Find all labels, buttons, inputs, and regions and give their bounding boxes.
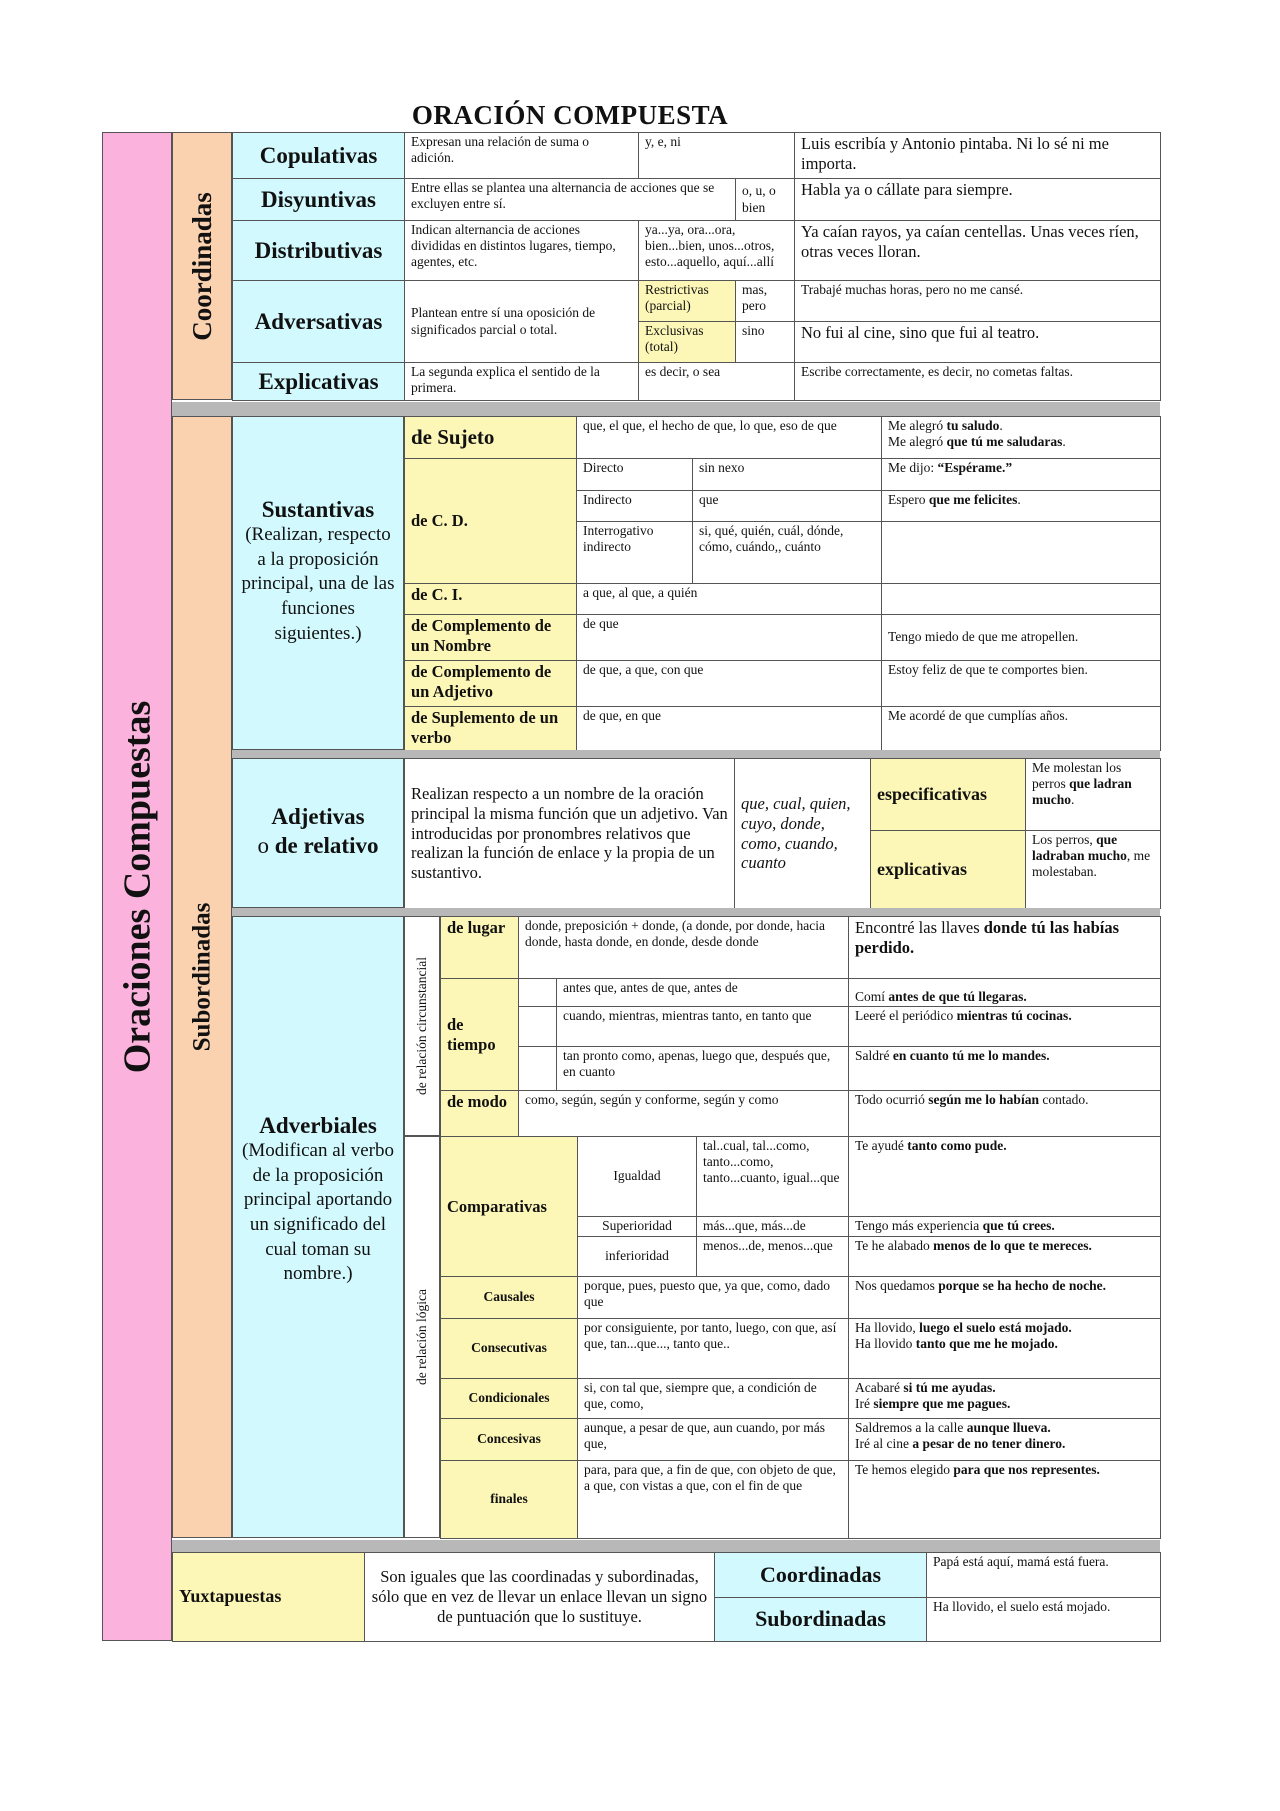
causales-nexos: porque, pues, puesto que, ya que, como, dado que [578,1277,849,1319]
adjetivas-nexos: que, cual, quien, cuyo, donde, como, cuando, cuanto [735,759,871,909]
exclusivas-label: Exclusivas (total) [639,322,736,363]
modo-example: Todo ocurrió según me lo habían contado. [849,1091,1161,1137]
main-label-column [102,132,172,1641]
tiempo-example-3: Saldré en cuanto tú me lo mandes. [849,1047,1161,1091]
inferioridad-example: Te he alabado menos de lo que te mereces. [849,1237,1161,1277]
consecutivas-example: Ha llovido, luego el suelo está mojado. Ha llovido tanto que me he mojado. [849,1319,1161,1379]
igualdad-nexos: tal..cual, tal...como, tanto...como, tanto...cuanto, igual...que [697,1137,849,1217]
copulativas-label: Copulativas [233,133,405,179]
tiempo-nexos-2: cuando, mientras, mientras tanto, en tanto que [557,1007,849,1047]
divider-4 [172,1540,1160,1552]
logica-label: de relación lógica [414,1289,430,1385]
condicionales-label: Condicionales [441,1379,578,1419]
restrictivas-nexos: mas, pero [736,281,795,322]
sustantivas-label: Sustantivas [261,497,375,522]
ci-nexos: a que, al que, a quién [577,584,882,615]
yuxtapuestas-label: Yuxtapuestas [173,1553,365,1642]
yuxt-subordinadas-example: Ha llovido, el suelo está mojado. [927,1598,1161,1642]
superioridad-nexos: más...que, más...de [697,1217,849,1237]
yuxtapuestas-table [172,1552,1161,1642]
circunstancial-label: de relación circunstancial [414,957,429,1095]
sujeto-nexos: que, el que, el hecho de que, lo que, eso de que [577,417,882,459]
explicativas-desc: La segunda explica el sentido de la primera. [405,363,639,401]
explicativas-adj-example: Los perros, que ladraban mucho, me molestaban. [1026,831,1161,909]
superioridad-example: Tengo más experiencia que tú crees. [849,1217,1161,1237]
cn-nexos: de que [577,615,882,661]
inferioridad-nexos: menos...de, menos...que [697,1237,849,1277]
yuxt-coordinadas-label: Coordinadas [715,1553,927,1598]
adjetivas-desc: Realizan respecto a un nombre de la oración principal la misma función que un adjetivo. Van introducidas por pronombres relativos que realizan la función de enlace y la propia de un sustantivo. [405,759,735,909]
concesivas-nexos: aunque, a pesar de que, aun cuando, por más que, [578,1419,849,1461]
tiempo-example-2: Leeré el periódico mientras tú cocinas. [849,1007,1161,1047]
cn-example: Tengo miedo de que me atropellen. [882,615,1161,661]
distributivas-desc: Indican alternancia de acciones divididas en distintos lugares, tiempo, agentes, etc. [405,221,639,281]
adjetivas-relativo-label: de relativo [274,832,379,858]
cadj-example: Estoy feliz de que te comportes bien. [882,661,1161,707]
consecutivas-nexos: por consiguiente, por tanto, luego, con que, así que, tan...que..., tanto que.. [578,1319,849,1379]
logica-label-cell [404,1136,440,1538]
finales-example: Te hemos elegido para que nos representes. [849,1461,1161,1539]
tiempo-example-1: Comí antes de que tú llegaras. [849,979,1161,1007]
adjetivas-label: Adjetivas [271,804,365,829]
copulativas-nexos: y, e, ni [639,133,795,179]
comparativas-label: Comparativas [441,1137,578,1277]
inferioridad-type: inferioridad [578,1237,697,1277]
supl-label: de Suplemento de un verbo [405,707,577,751]
divider-1 [172,402,1160,416]
adjetivas-table [404,758,1161,909]
cd-label: de C. D. [405,459,577,584]
cd-directo-example: Me dijo: “Espérame.” [882,459,1161,491]
finales-nexos: para, para que, a fin de que, con objeto de que, a que, con vistas a que, con el fin de que [578,1461,849,1539]
condicionales-nexos: si, con tal que, siempre que, a condición de que, como, [578,1379,849,1419]
explicativas-example: Escribe correctamente, es decir, no cometas faltas. [795,363,1161,401]
coordinadas-label: Coordinadas [186,191,217,341]
adjetivas-label-cell: Adjetivas o de relativo [232,758,404,908]
circunstancial-label-cell [404,916,440,1136]
adversativas-label: Adversativas [233,281,405,363]
disyuntivas-nexos: o, u, o bien [736,179,795,221]
disyuntivas-desc: Entre ellas se plantea una alternancia de acciones que se excluyen entre sí. [405,179,736,221]
sustantivas-desc: (Realizan, respecto a la proposición principal, una de las funciones siguientes.) [241,524,395,644]
concesivas-label: Concesivas [441,1419,578,1461]
supl-nexos: de que, en que [577,707,882,751]
lugar-example: Encontré las llaves donde tú las habías perdido. [849,917,1161,979]
coordinadas-table [232,132,1161,401]
copulativas-desc: Expresan una relación de suma o adición. [405,133,639,179]
superioridad-type: Superioridad [578,1217,697,1237]
sujeto-example: Me alegró tu saludo. Me alegró que tú me saludaras. [882,417,1161,459]
divider-3 [232,908,1160,916]
explicativas-nexos: es decir, o sea [639,363,795,401]
lugar-label: de lugar [441,917,519,979]
cn-label: de Complemento de un Nombre [405,615,577,661]
subordinadas-label-cell [172,416,232,1538]
tiempo-nexos-1: antes que, antes de que, antes de [557,979,849,1007]
cadj-nexos: de que, a que, con que [577,661,882,707]
explicativas-adj-label: explicativas [871,831,1026,909]
especificativas-label: especificativas [871,759,1026,831]
cd-directo-nexos: sin nexo [693,459,882,491]
coordinadas-label-cell [172,132,232,400]
cd-interrogativo-type: Interrogativo indirecto [577,522,693,584]
consecutivas-label: Consecutivas [441,1319,578,1379]
supl-example: Me acordé de que cumplías años. [882,707,1161,751]
yuxtapuestas-desc: Son iguales que las coordinadas y subordinadas, sólo que en vez de llevar un enlace llevan un signo de puntuación que lo sustituye. [365,1553,715,1642]
logica-table [440,1136,1161,1539]
adverbiales-label: Adverbiales [259,1113,377,1138]
subordinadas-label: Subordinadas [188,902,216,1052]
circunstancial-table [440,916,1161,1137]
tiempo-nexos-3: tan pronto como, apenas, luego que, después que, en cuanto [557,1047,849,1091]
modo-label: de modo [441,1091,519,1137]
concesivas-example: Saldremos a la calle aunque llueva. Iré al cine a pesar de no tener dinero. [849,1419,1161,1461]
igualdad-example: Te ayudé tanto como pude. [849,1137,1161,1217]
page-title: ORACIÓN COMPUESTA [411,100,729,130]
lugar-nexos: donde, preposición + donde, (a donde, por donde, hacia donde, hasta donde, en donde, desde donde [519,917,849,979]
modo-nexos: como, según, según y conforme, según y como [519,1091,849,1137]
sustantivas-label-cell [232,416,404,750]
condicionales-example: Acabaré si tú me ayudas. Iré siempre que me pagues. [849,1379,1161,1419]
exclusivas-example: No fui al cine, sino que fui al teatro. [795,322,1161,363]
adversativas-desc: Plantean entre sí una oposición de significados parcial o total. [405,281,639,363]
distributivas-example: Ya caían rayos, ya caían centellas. Unas veces ríen, otras veces lloran. [795,221,1161,281]
cd-interrogativo-nexos: si, qué, quién, cuál, dónde, cómo, cuándo,, cuánto [693,522,882,584]
main-label: Oraciones Compuestas [116,700,159,1073]
cd-directo-type: Directo [577,459,693,491]
cadj-label: de Complemento de un Adjetivo [405,661,577,707]
especificativas-example: Me molestan los perros que ladran mucho. [1026,759,1161,831]
ci-example [882,584,1161,615]
yuxt-coordinadas-example: Papá está aquí, mamá está fuera. [927,1553,1161,1598]
exclusivas-nexos: sino [736,322,795,363]
cd-indirecto-type: Indirecto [577,491,693,522]
explicativas-label: Explicativas [233,363,405,401]
distributivas-nexos: ya...ya, ora...ora, bien...bien, unos...otros, esto...aquello, aquí...allí [639,221,795,281]
cd-indirecto-example: Espero que me felicites. [882,491,1161,522]
cd-indirecto-nexos: que [693,491,882,522]
divider-2 [232,750,1160,758]
cd-interrogativo-example [882,522,1161,584]
sustantivas-table [404,416,1161,751]
tiempo-label: de tiempo [441,979,519,1091]
distributivas-label: Distributivas [233,221,405,281]
disyuntivas-label: Disyuntivas [233,179,405,221]
disyuntivas-example: Habla ya o cállate para siempre. [795,179,1161,221]
restrictivas-label: Restrictivas (parcial) [639,281,736,322]
adverbiales-label-cell [232,916,404,1538]
causales-label: Causales [441,1277,578,1319]
finales-label: finales [441,1461,578,1539]
sujeto-label: de Sujeto [405,417,577,459]
igualdad-type: Igualdad [578,1137,697,1217]
ci-label: de C. I. [405,584,577,615]
restrictivas-example: Trabajé muchas horas, pero no me cansé. [795,281,1161,322]
yuxt-subordinadas-label: Subordinadas [715,1598,927,1642]
copulativas-example: Luis escribía y Antonio pintaba. Ni lo sé ni me importa. [795,133,1161,179]
adverbiales-desc: (Modifican al verbo de la proposición principal aportando un significado del cual toman su nombre.) [242,1140,394,1285]
causales-example: Nos quedamos porque se ha hecho de noche. [849,1277,1161,1319]
